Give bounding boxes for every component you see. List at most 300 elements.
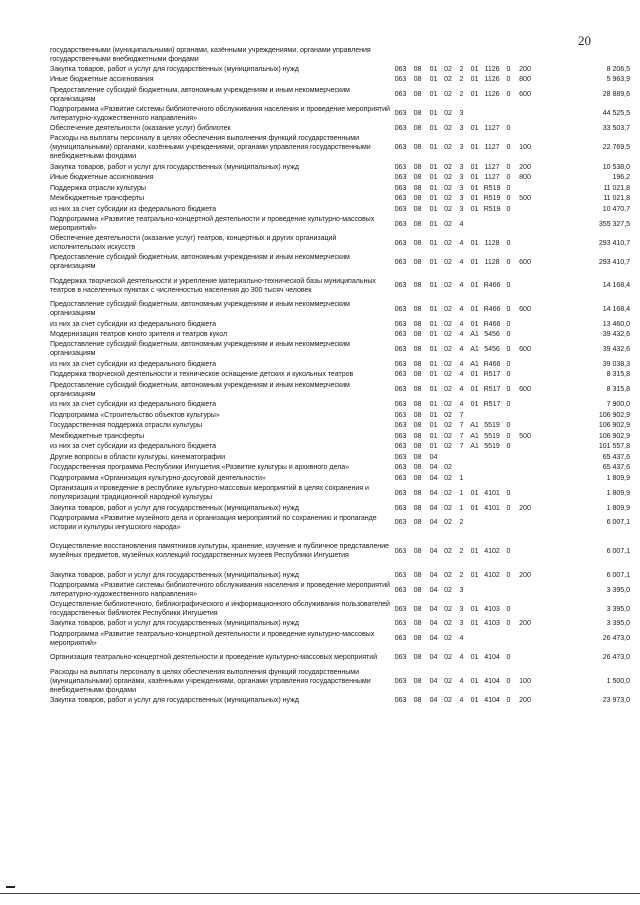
ministry-code: 063	[394, 330, 407, 339]
direction-code: R466	[483, 319, 501, 328]
section-code: 08	[413, 173, 422, 182]
program-code: 02	[444, 162, 452, 171]
event-code: 01	[470, 385, 479, 394]
subprogram-code: 2	[459, 64, 464, 73]
direction-code: 5519	[484, 442, 500, 451]
row-codes	[392, 305, 570, 314]
section-code: 08	[413, 370, 422, 379]
subprogram-code: 4	[459, 281, 464, 290]
ministry-code: 063	[394, 64, 407, 73]
subsection-code: 01	[429, 370, 438, 379]
program-code: 02	[444, 634, 452, 643]
row-codes	[392, 281, 570, 290]
extra-code: 0	[506, 123, 511, 132]
direction-code	[481, 220, 503, 229]
extra-code: 0	[506, 90, 511, 99]
program-code: 02	[444, 410, 452, 419]
event-code: 01	[470, 546, 479, 555]
program-code: 02	[444, 399, 452, 408]
table-row	[50, 204, 630, 215]
ministry-code: 063	[394, 518, 407, 527]
subprogram-code: 3	[459, 604, 464, 613]
section-code: 08	[413, 421, 422, 430]
expense-type-code: 800	[519, 173, 531, 182]
row-amount: 1 809,9	[606, 503, 630, 512]
subprogram-code: 2	[459, 90, 464, 99]
expense-type-code	[514, 360, 536, 369]
row-description: Осуществление библиотечного, библиографического и информационного обслуживания пользователей государственных библиотек Республики Ингушетия	[50, 600, 390, 618]
ministry-code: 063	[394, 421, 407, 430]
table-row	[50, 183, 630, 194]
extra-code: 0	[506, 143, 511, 152]
ministry-code: 063	[394, 281, 407, 290]
subsection-code: 01	[429, 204, 438, 213]
row-description: Другие вопросы в области культуры, кинематографии	[50, 452, 226, 461]
program-code: 02	[444, 90, 452, 99]
row-description: из них за счет субсидии из федерального бюджета	[50, 399, 216, 408]
direction-code: 1126	[484, 90, 500, 99]
row-codes	[392, 90, 570, 99]
row-description: Закупка товаров, работ и услуг для государственных (муниципальных) нужд	[50, 64, 299, 73]
subsection-code: 04	[429, 634, 438, 643]
extra-code	[503, 474, 514, 483]
extra-code	[503, 411, 514, 420]
row-codes	[392, 421, 570, 430]
row-amount: 26 473,0	[602, 634, 630, 643]
table-row	[50, 410, 630, 421]
event-code: 01	[470, 319, 479, 328]
page-bottom-border	[0, 893, 640, 894]
row-amount: 8 206,5	[606, 64, 630, 73]
section-code: 08	[413, 238, 422, 247]
table-row	[50, 359, 630, 370]
direction-code: R517	[483, 370, 501, 379]
event-code: 01	[470, 143, 479, 152]
ministry-code: 063	[394, 257, 407, 266]
subsection-code: 01	[429, 238, 438, 247]
section-code: 08	[413, 653, 422, 662]
expense-type-code	[514, 400, 536, 409]
program-code: 02	[444, 463, 452, 472]
row-codes	[392, 571, 570, 580]
expense-type-code: 600	[519, 385, 531, 394]
table-row	[50, 600, 630, 619]
expense-type-code	[514, 653, 536, 662]
expense-type-code	[514, 109, 536, 118]
ministry-code: 063	[394, 370, 407, 379]
event-code: 01	[470, 488, 479, 497]
row-description: Государственная программа Республики Ингушетия «Развитие культуры и архивного дела»	[50, 463, 349, 472]
subprogram-code: 3	[459, 123, 464, 132]
row-codes	[392, 619, 570, 628]
extra-code	[503, 634, 514, 643]
direction-code: R466	[483, 304, 501, 313]
section-code: 08	[413, 344, 422, 353]
row-description: государственными (муниципальными) органами, казёнными учреждениями, органами управления государственными внебюджетными фондами	[50, 45, 371, 63]
direction-code: 1128	[484, 238, 500, 247]
direction-code: 1127	[484, 123, 500, 132]
row-codes	[392, 504, 570, 513]
expense-type-code: 600	[519, 344, 531, 353]
ministry-code: 063	[394, 219, 407, 228]
expense-type-code	[514, 184, 536, 193]
ministry-code: 063	[394, 344, 407, 353]
section-code: 08	[413, 676, 422, 685]
expense-type-code	[514, 220, 536, 229]
subsection-code: 01	[429, 183, 438, 192]
event-code: 01	[470, 619, 479, 628]
row-codes	[392, 442, 570, 451]
subsection-code: 01	[429, 410, 438, 419]
section-code: 08	[413, 452, 422, 461]
subprogram-code: 1	[459, 474, 464, 483]
row-codes	[392, 75, 570, 84]
expense-type-code	[514, 411, 536, 420]
direction-code: R517	[483, 385, 501, 394]
event-code: 01	[470, 304, 479, 313]
section-code: 08	[413, 570, 422, 579]
extra-code: 0	[506, 194, 511, 203]
program-code: 02	[444, 183, 452, 192]
row-codes	[392, 411, 570, 420]
expense-type-code	[514, 474, 536, 483]
program-code: 02	[444, 123, 452, 132]
subprogram-code: 7	[459, 442, 464, 451]
ministry-code: 063	[394, 546, 407, 555]
row-amount: 26 473,0	[602, 653, 630, 662]
ministry-code: 063	[394, 442, 407, 451]
subsection-code: 01	[429, 194, 438, 203]
subprogram-code	[455, 453, 468, 462]
extra-code: 0	[506, 570, 511, 579]
table-row	[50, 431, 630, 442]
subsection-code: 04	[429, 452, 438, 461]
row-description: Закупка товаров, работ и услуг для государственных (муниципальных) нужд	[50, 570, 299, 579]
event-code: 01	[470, 162, 479, 171]
section-code: 08	[413, 90, 422, 99]
row-amount: 106 902,9	[598, 431, 630, 440]
subprogram-code: 4	[459, 238, 464, 247]
extra-code	[503, 453, 514, 462]
extra-code: 0	[506, 442, 511, 451]
row-amount: 13 460,0	[602, 319, 630, 328]
direction-code: 4104	[484, 653, 500, 662]
row-description: Подпрограмма «Развитие театрально-концертной деятельности и проведение культурно-массовых мероприятий»	[50, 215, 375, 233]
row-amount: 11 021,8	[603, 194, 630, 203]
extra-code: 0	[506, 238, 511, 247]
subsection-code: 04	[429, 653, 438, 662]
expense-type-code	[514, 320, 536, 329]
event-code: A1	[470, 344, 479, 353]
extra-code: 0	[506, 619, 511, 628]
row-codes	[392, 634, 570, 643]
extra-code: 0	[506, 385, 511, 394]
extra-code: 0	[506, 488, 511, 497]
subprogram-code: 3	[459, 585, 464, 594]
row-codes	[392, 432, 570, 441]
row-description: Обеспечение деятельности (оказание услуг) библиотек	[50, 123, 231, 132]
row-codes	[392, 184, 570, 193]
section-code: 08	[413, 257, 422, 266]
section-code: 08	[413, 634, 422, 643]
ministry-code: 063	[394, 410, 407, 419]
row-description: Межбюджетные трансферты	[50, 431, 145, 440]
extra-code	[503, 518, 514, 527]
expense-type-code: 100	[519, 676, 531, 685]
direction-code: 4102	[484, 570, 500, 579]
section-code: 08	[413, 219, 422, 228]
table-row	[50, 513, 630, 532]
extra-code: 0	[506, 330, 511, 339]
ministry-code: 063	[394, 109, 407, 118]
subprogram-code: 4	[459, 634, 464, 643]
direction-code	[481, 453, 503, 462]
table-row	[50, 134, 630, 162]
subprogram-code: 2	[459, 570, 464, 579]
event-code	[468, 453, 481, 462]
extra-code: 0	[506, 399, 511, 408]
subprogram-code: 4	[459, 344, 464, 353]
program-code: 02	[444, 75, 452, 84]
row-amount: 293 410,7	[598, 257, 630, 266]
table-row	[50, 319, 630, 330]
row-amount: 355 327,5	[598, 219, 630, 228]
table-row	[50, 667, 630, 695]
row-description: Организация театрально-концертной деятельности и проведение культурно-массовых мероприятий	[50, 653, 378, 662]
subsection-code: 04	[429, 503, 438, 512]
row-codes	[392, 320, 570, 329]
subprogram-code: 3	[459, 109, 464, 118]
section-code: 08	[413, 410, 422, 419]
expense-type-code: 600	[519, 90, 531, 99]
event-code: 01	[470, 370, 479, 379]
extra-code: 0	[506, 431, 511, 440]
direction-code: 1126	[484, 75, 500, 84]
table-row	[50, 442, 630, 453]
row-description: из них за счет субсидии из федерального бюджета	[50, 442, 216, 451]
subsection-code: 01	[429, 123, 438, 132]
row-codes	[392, 258, 570, 267]
row-description: Расходы на выплаты персоналу в целях обеспечения выполнения функций государственными (муниципальными) органами, казёнными учреждениями, органами управления государственными внебюджетными фондами	[50, 134, 371, 161]
expense-type-code	[514, 330, 536, 339]
ministry-code: 063	[394, 676, 407, 685]
row-amount: 101 557,8	[598, 442, 630, 451]
program-code: 02	[444, 488, 452, 497]
table-row	[50, 463, 630, 474]
subsection-code: 01	[429, 442, 438, 451]
subprogram-code: 4	[459, 676, 464, 685]
expense-type-code	[514, 124, 536, 133]
row-amount: 293 410,7	[598, 238, 630, 247]
row-amount: 1 809,9	[606, 488, 630, 497]
expense-type-code: 200	[519, 695, 531, 704]
table-row	[50, 172, 630, 183]
row-codes	[392, 345, 570, 354]
subsection-code: 01	[429, 90, 438, 99]
row-codes	[392, 173, 570, 182]
row-codes	[392, 605, 570, 614]
subprogram-code: 3	[459, 619, 464, 628]
ministry-code: 063	[394, 452, 407, 461]
row-codes	[392, 653, 570, 662]
table-row	[50, 473, 630, 484]
row-description: Предоставление субсидий бюджетным, автономным учреждениям и иным некоммерческим организациям	[50, 380, 350, 398]
ministry-code: 063	[394, 604, 407, 613]
program-code: 02	[444, 370, 452, 379]
program-code: 02	[444, 676, 452, 685]
row-description: Закупка товаров, работ и услуг для государственных (муниципальных) нужд	[50, 695, 299, 704]
extra-code: 0	[506, 281, 511, 290]
table-row	[50, 234, 630, 253]
row-amount: 1 809,9	[606, 474, 630, 483]
section-code: 08	[413, 183, 422, 192]
row-amount: 22 769,5	[602, 143, 630, 152]
table-row	[50, 370, 630, 381]
expense-type-code: 500	[519, 431, 531, 440]
extra-code: 0	[506, 183, 511, 192]
table-row	[50, 695, 630, 706]
program-code: 02	[444, 604, 452, 613]
row-amount: 39 038,3	[602, 359, 630, 368]
subsection-code: 01	[429, 431, 438, 440]
subprogram-code: 3	[459, 173, 464, 182]
event-code: 01	[470, 653, 479, 662]
ministry-code: 063	[394, 431, 407, 440]
extra-code	[503, 109, 514, 118]
table-row	[50, 104, 630, 123]
subprogram-code: 4	[459, 385, 464, 394]
subsection-code: 01	[429, 162, 438, 171]
ministry-code: 063	[394, 488, 407, 497]
event-code: A1	[470, 442, 479, 451]
extra-code: 0	[506, 304, 511, 313]
row-amount: 8 315,8	[606, 385, 630, 394]
subprogram-code: 1	[459, 503, 464, 512]
row-description: Осуществление восстановления памятников культуры, хранение, изучение и публичное представление музейных предметов, музейных коллекций государственных музеев Республики Ингушетия	[50, 542, 389, 560]
direction-code	[481, 411, 503, 420]
row-amount: 10 538,0	[602, 162, 630, 171]
expense-type-code	[514, 463, 536, 472]
row-amount: 65 437,6	[602, 463, 630, 472]
subprogram-code: 4	[459, 304, 464, 313]
expense-type-code	[514, 442, 536, 451]
row-description: Модернизация театров юного зрителя и театров кукол	[50, 330, 228, 339]
ministry-code: 063	[394, 463, 407, 472]
extra-code: 0	[506, 257, 511, 266]
program-code: 02	[444, 281, 452, 290]
extra-code: 0	[506, 695, 511, 704]
expense-type-code: 600	[519, 257, 531, 266]
direction-code: 1127	[484, 143, 500, 152]
extra-code: 0	[506, 421, 511, 430]
direction-code: 4101	[484, 503, 500, 512]
program-code: 02	[444, 385, 452, 394]
direction-code: R466	[483, 281, 501, 290]
row-amount: 106 902,9	[598, 421, 630, 430]
subsection-code: 01	[429, 173, 438, 182]
row-amount: 1 500,0	[606, 676, 630, 685]
subprogram-code: 3	[459, 143, 464, 152]
subprogram-code: 4	[459, 653, 464, 662]
row-codes	[392, 677, 570, 686]
subprogram-code: 2	[459, 75, 464, 84]
program-code: 02	[444, 344, 452, 353]
program-code: 02	[444, 442, 452, 451]
section-code: 08	[413, 143, 422, 152]
row-amount: 14 168,4	[602, 304, 630, 313]
program-code: 02	[444, 194, 452, 203]
subprogram-code: 3	[459, 194, 464, 203]
table-row	[50, 399, 630, 410]
budget-table	[50, 45, 630, 706]
expense-type-code	[514, 370, 536, 379]
subsection-code: 01	[429, 330, 438, 339]
row-codes	[392, 547, 570, 556]
program-code: 02	[444, 503, 452, 512]
table-row	[50, 570, 630, 581]
direction-code: 5456	[484, 344, 500, 353]
expense-type-code	[514, 205, 536, 214]
program-code: 02	[444, 585, 452, 594]
event-code: 01	[470, 257, 479, 266]
direction-code	[481, 463, 503, 472]
extra-code: 0	[506, 75, 511, 84]
table-row	[50, 64, 630, 75]
section-code: 08	[413, 64, 422, 73]
program-code: 02	[444, 173, 452, 182]
expense-type-code: 600	[519, 304, 531, 313]
section-code: 08	[413, 109, 422, 118]
row-description: Подпрограмма «Развитие системы библиотечного обслуживания населения и проведение мероприятий литературно-художественного направления»	[50, 104, 390, 122]
table-row	[50, 648, 630, 667]
section-code: 08	[413, 463, 422, 472]
event-code	[468, 220, 481, 229]
subsection-code: 01	[429, 344, 438, 353]
event-code	[468, 586, 481, 595]
program-code: 02	[444, 204, 452, 213]
extra-code	[503, 463, 514, 472]
ministry-code: 063	[394, 183, 407, 192]
row-codes	[392, 143, 570, 152]
row-description: Подпрограмма «Развитие театрально-концертной деятельности и проведение культурно-массовых мероприятий»	[50, 629, 375, 647]
subsection-code: 01	[429, 64, 438, 73]
section-code: 08	[413, 474, 422, 483]
expense-type-code	[514, 586, 536, 595]
extra-code: 0	[506, 162, 511, 171]
subprogram-code: 1	[459, 488, 464, 497]
section-code: 08	[413, 385, 422, 394]
subprogram-code: 3	[459, 183, 464, 192]
ministry-code: 063	[394, 619, 407, 628]
event-code: A1	[470, 421, 479, 430]
program-code: 02	[444, 64, 452, 73]
row-description: из них за счет субсидии из федерального бюджета	[50, 319, 216, 328]
direction-code: R519	[483, 183, 501, 192]
row-amount: 44 525,5	[602, 109, 630, 118]
subsection-code: 04	[429, 474, 438, 483]
row-description: Предоставление субсидий бюджетным, автономным учреждениям и иным некоммерческим организациям	[50, 85, 350, 103]
subprogram-code: 4	[459, 330, 464, 339]
row-codes	[392, 205, 570, 214]
event-code: 01	[470, 281, 479, 290]
event-code: 01	[470, 604, 479, 613]
ministry-code: 063	[394, 143, 407, 152]
direction-code: 4102	[484, 546, 500, 555]
subsection-code: 01	[429, 219, 438, 228]
program-code	[441, 453, 455, 462]
table-row	[50, 452, 630, 463]
event-code	[468, 634, 481, 643]
